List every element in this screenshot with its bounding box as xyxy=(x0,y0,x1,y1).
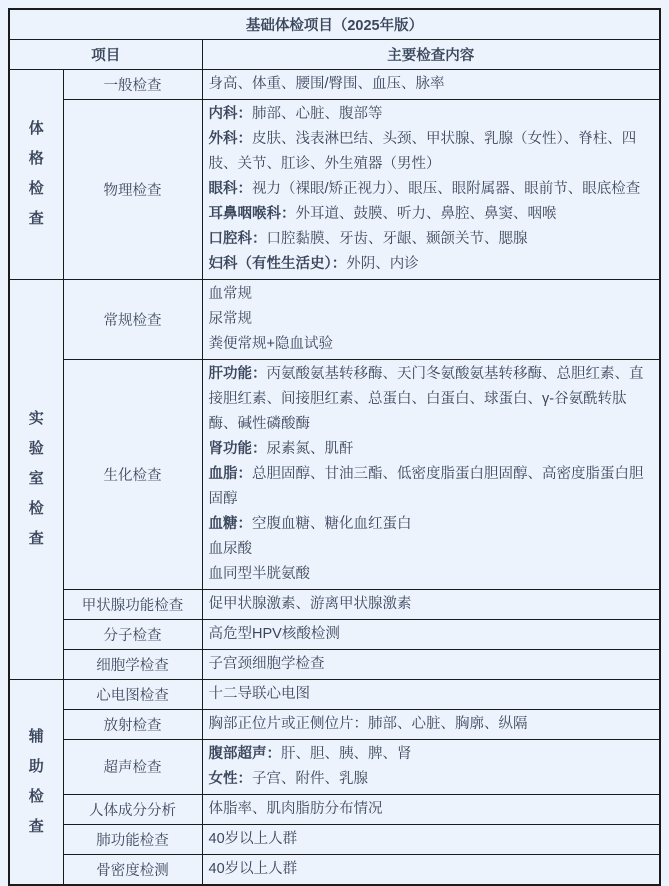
content-line xyxy=(209,622,654,647)
content-prefix: 眼科： xyxy=(208,180,252,197)
content-line xyxy=(209,682,654,707)
section-label-2 xyxy=(9,679,63,885)
content-text: 口腔黏膜、牙齿、牙龈、颞颌关节、腮腺 xyxy=(266,230,528,247)
content-text: 子宫、附件、乳腺 xyxy=(252,770,368,787)
section-label-vertical-text: 实验室检查 xyxy=(28,410,44,547)
row-label: 物理检查 xyxy=(63,99,202,279)
row-content xyxy=(202,709,660,739)
row-content xyxy=(202,99,660,279)
content-line xyxy=(209,437,654,462)
content-line xyxy=(209,102,654,127)
content-prefix: 耳鼻咽喉科： xyxy=(208,205,296,222)
row-label: 生化检查 xyxy=(63,359,202,589)
section-label-vertical-text: 辅助检查 xyxy=(28,727,44,835)
table-row xyxy=(9,794,660,824)
row-label: 放射检查 xyxy=(63,709,202,739)
row-label: 心电图检查 xyxy=(63,679,202,709)
content-text: 肺部、心脏、腹部等 xyxy=(252,105,383,122)
row-label: 一般检查 xyxy=(63,69,202,99)
content-text: 肝、胆、胰、脾、肾 xyxy=(281,745,412,762)
content-prefix: 肾功能： xyxy=(208,440,267,457)
content-prefix: 妇科（有性生活史）： xyxy=(208,255,347,272)
row-content xyxy=(202,794,660,824)
content-text: 促甲状腺激素、游离甲状腺激素 xyxy=(208,595,412,612)
content-text: 高危型HPV核酸检测 xyxy=(208,625,340,642)
row-content xyxy=(202,279,660,359)
content-text: 十二导联心电图 xyxy=(208,685,310,702)
content-text: 40岁以上人群 xyxy=(208,860,298,877)
row-label: 分子检查 xyxy=(63,619,202,649)
section-label-0 xyxy=(9,69,63,279)
row-label: 骨密度检测 xyxy=(63,854,202,885)
content-text: 体脂率、肌肉脂肪分布情况 xyxy=(208,800,383,817)
content-line xyxy=(209,127,654,177)
table-row xyxy=(9,619,660,649)
content-text: 身高、体重、腰围/臀围、血压、脉率 xyxy=(208,75,445,92)
content-text: 血同型半胱氨酸 xyxy=(208,565,310,582)
row-content xyxy=(202,589,660,619)
row-label: 超声检查 xyxy=(63,739,202,794)
exam-table-body xyxy=(9,69,660,885)
basic-checkup-table xyxy=(8,8,661,886)
content-line xyxy=(209,652,654,677)
content-prefix: 肝功能： xyxy=(208,365,267,382)
content-line xyxy=(209,797,654,822)
content-line xyxy=(209,202,654,227)
row-content xyxy=(202,359,660,589)
content-text: 尿常规 xyxy=(208,310,252,327)
content-line xyxy=(209,562,654,587)
content-line xyxy=(209,592,654,617)
content-line xyxy=(209,72,654,97)
row-content xyxy=(202,679,660,709)
content-line xyxy=(209,742,654,767)
content-text: 40岁以上人群 xyxy=(208,830,298,847)
content-line xyxy=(209,857,654,882)
row-content xyxy=(202,854,660,885)
content-line xyxy=(209,537,654,562)
content-line xyxy=(209,282,654,307)
content-text: 子宫颈细胞学检查 xyxy=(208,655,325,672)
content-text: 视力（裸眼/矫正视力）、眼压、眼附属器、眼前节、眼底检查 xyxy=(252,180,641,197)
content-text: 血尿酸 xyxy=(208,540,252,557)
content-prefix: 血糖： xyxy=(208,515,252,532)
row-label: 常规检查 xyxy=(63,279,202,359)
content-prefix: 女性： xyxy=(208,770,252,787)
content-line xyxy=(209,827,654,852)
content-text: 丙氨酸氨基转移酶、天门冬氨酸氨基转移酶、总胆红素、直接胆红素、间接胆红素、总蛋白、白蛋白、球蛋白、γ-谷氨酰转肽酶、碱性磷酸酶 xyxy=(208,365,644,432)
content-text: 血常规 xyxy=(208,285,252,302)
row-content xyxy=(202,649,660,679)
content-prefix: 外科： xyxy=(208,130,252,147)
content-text: 皮肤、浅表淋巴结、头颈、甲状腺、乳腺（女性）、脊柱、四肢、关节、肛诊、外生殖器（男性） xyxy=(208,130,637,172)
content-line xyxy=(209,512,654,537)
row-label: 细胞学检查 xyxy=(63,649,202,679)
title-row xyxy=(9,9,660,39)
content-line xyxy=(209,307,654,332)
content-line xyxy=(209,362,654,437)
row-label: 人体成分分析 xyxy=(63,794,202,824)
row-content xyxy=(202,824,660,854)
content-prefix: 口腔科： xyxy=(208,230,267,247)
table-row xyxy=(9,279,660,359)
content-prefix: 血脂： xyxy=(208,465,252,482)
table-row xyxy=(9,69,660,99)
content-line xyxy=(209,227,654,252)
table-row xyxy=(9,589,660,619)
section-label-vertical-text: 体格检查 xyxy=(28,120,44,227)
content-line xyxy=(209,767,654,792)
content-prefix: 腹部超声： xyxy=(208,745,281,762)
content-line xyxy=(209,177,654,202)
content-line xyxy=(209,332,654,357)
table-row xyxy=(9,854,660,885)
content-text: 总胆固醇、甘油三酯、低密度脂蛋白胆固醇、高密度脂蛋白胆固醇 xyxy=(208,465,644,507)
table-row xyxy=(9,739,660,794)
header-row xyxy=(9,39,660,69)
content-text: 外阴、内诊 xyxy=(346,255,419,272)
row-content xyxy=(202,739,660,794)
row-label: 甲状腺功能检查 xyxy=(63,589,202,619)
content-prefix: 内科： xyxy=(208,105,252,122)
table-title: 基础体检项目（2025年版） xyxy=(9,9,660,39)
column-header-content: 主要检查内容 xyxy=(202,39,660,69)
row-label: 肺功能检查 xyxy=(63,824,202,854)
table-row xyxy=(9,359,660,589)
content-line xyxy=(209,462,654,512)
content-text: 空腹血糖、糖化血红蛋白 xyxy=(252,515,412,532)
content-line xyxy=(209,712,654,737)
table-row xyxy=(9,649,660,679)
row-content xyxy=(202,69,660,99)
row-content xyxy=(202,619,660,649)
content-text: 胸部正位片或正侧位片：肺部、心脏、胸廓、纵隔 xyxy=(208,715,528,732)
content-text: 粪便常规+隐血试验 xyxy=(208,335,333,352)
content-text: 外耳道、鼓膜、听力、鼻腔、鼻窦、咽喉 xyxy=(295,205,557,222)
content-line xyxy=(209,252,654,277)
table-row xyxy=(9,679,660,709)
table-row xyxy=(9,709,660,739)
content-text: 尿素氮、肌酐 xyxy=(266,440,354,457)
table-row xyxy=(9,99,660,279)
table-row xyxy=(9,824,660,854)
column-header-item: 项目 xyxy=(9,39,202,69)
section-label-1 xyxy=(9,279,63,679)
